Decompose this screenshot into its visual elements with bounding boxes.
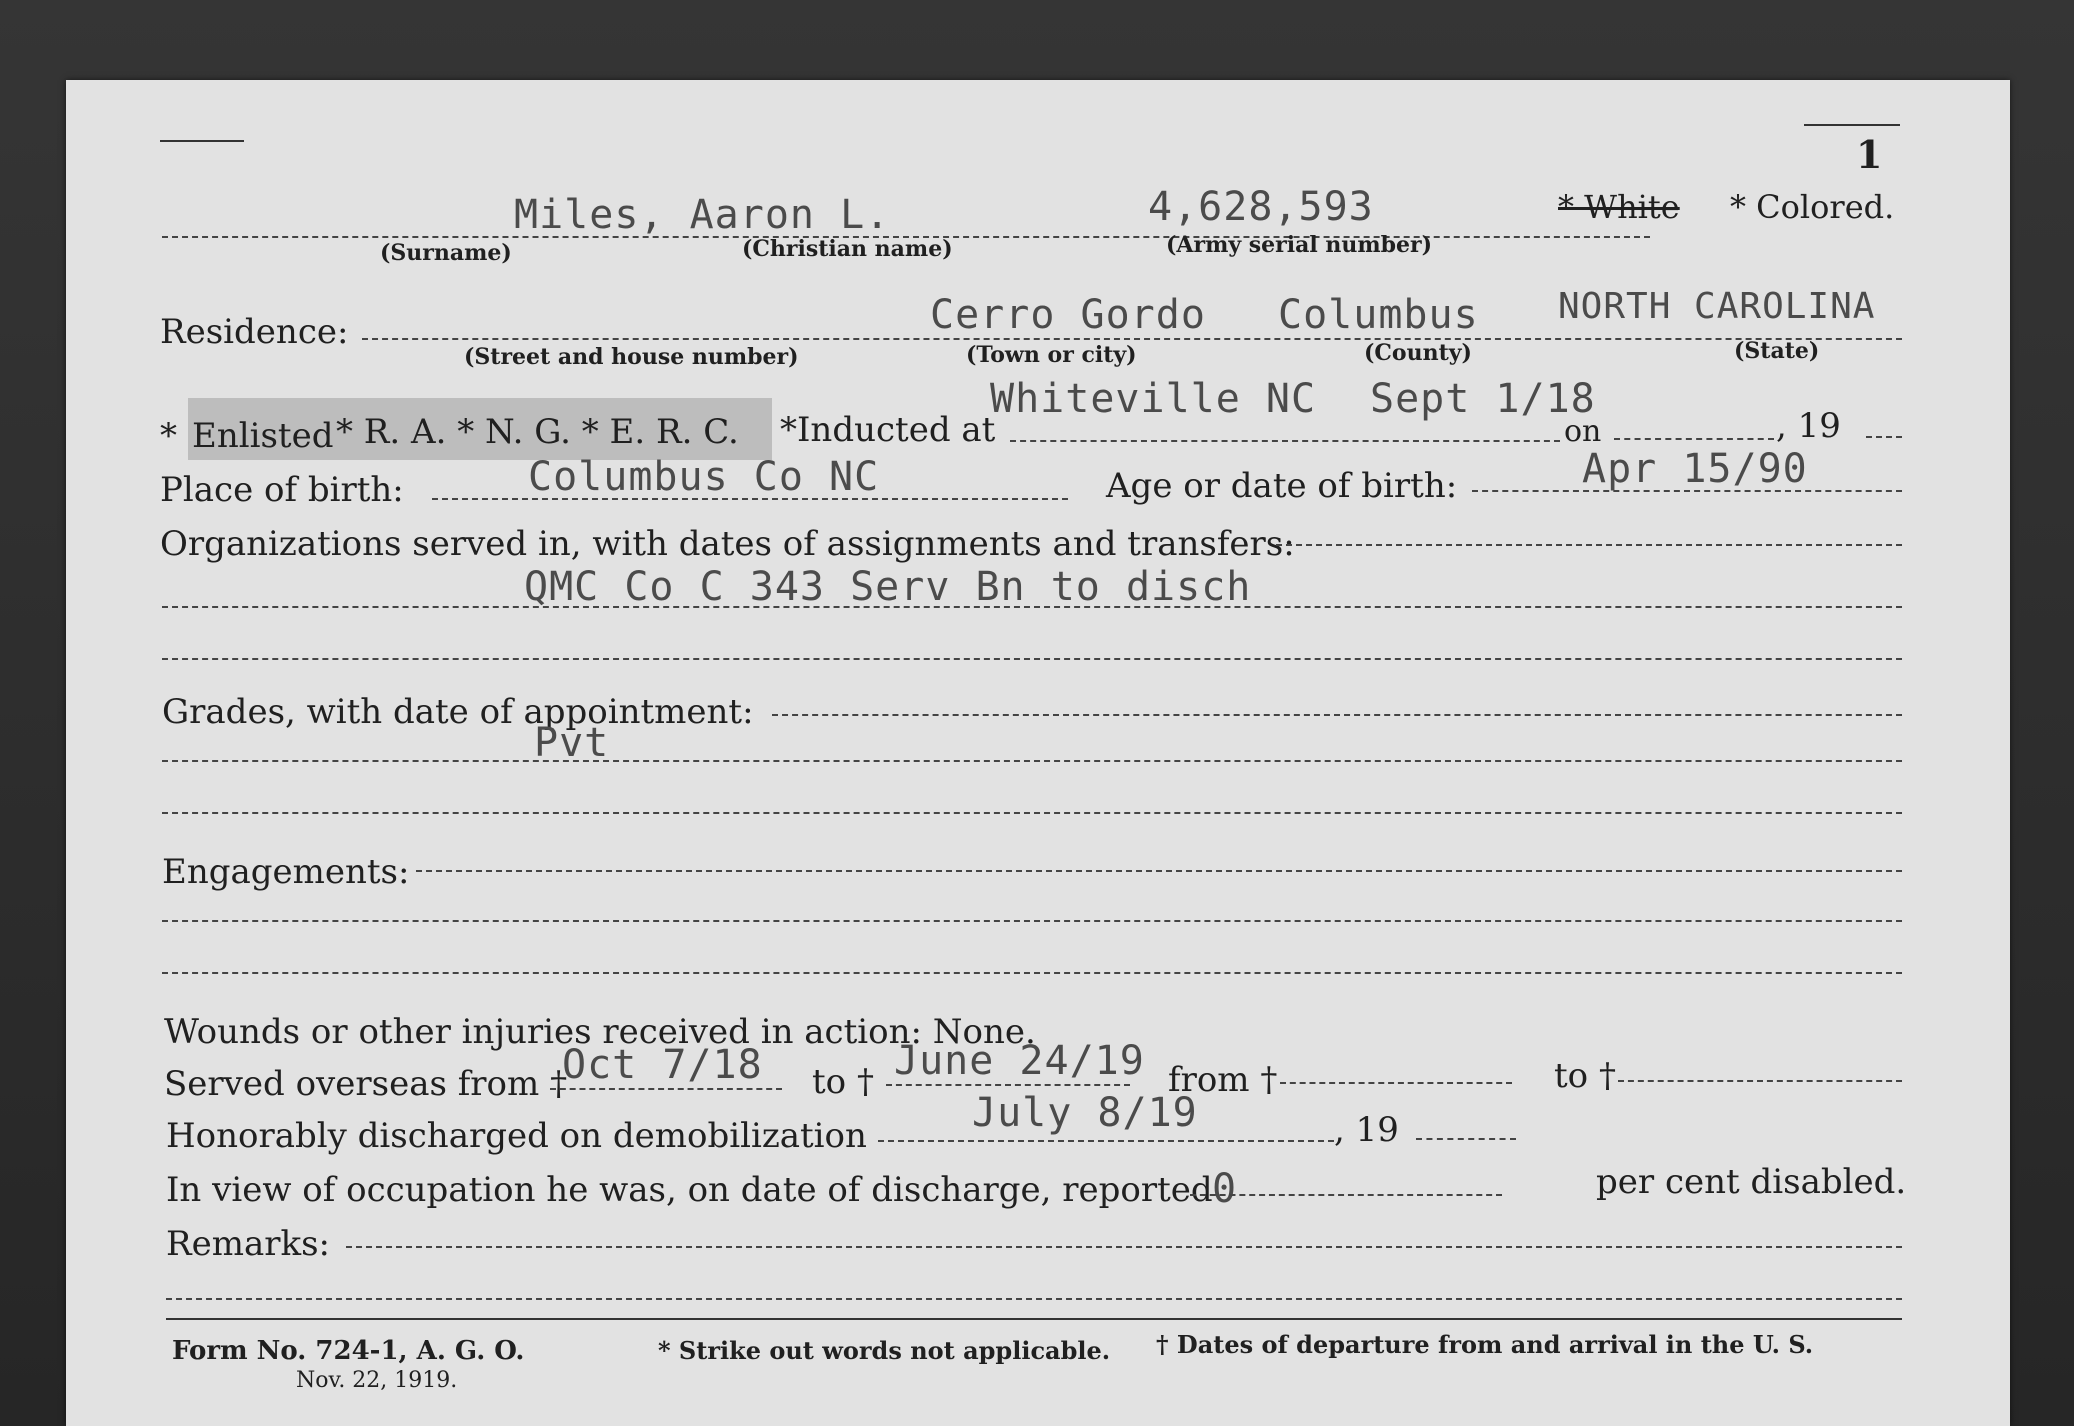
organizations-line-1 [162,606,1902,608]
remarks-line-1 [166,1298,1902,1300]
overseas-to-value: June 24/19 [894,1038,1145,1084]
overseas-to-line [886,1084,1130,1086]
inducted-date: Sept 1/18 [1370,376,1596,422]
disability-suffix: per cent disabled. [1596,1162,1907,1202]
discharge-label: Honorably discharged on demobilization [166,1116,867,1156]
engagements-label: Engagements: [162,852,410,892]
place-of-birth-label: Place of birth: [160,470,404,510]
race-white: * White [1558,188,1680,226]
residence-state: NORTH CAROLINA [1558,286,1876,327]
engagements-line-0 [416,870,1902,872]
overseas-to2-label: to † [1554,1056,1616,1096]
wounds-label: Wounds or other injuries received in action: None. [164,1012,1036,1052]
dates-note: † Dates of departure from and arrival in the U. S. [1156,1330,1814,1359]
card-number: 1 [1856,132,1883,177]
discharge-year-line [1416,1138,1516,1140]
disability-value: 0 [1212,1166,1238,1212]
disability-line [1190,1194,1502,1196]
discharge-line [878,1140,1334,1142]
label-state: (State) [1734,338,1820,364]
discharge-year-label: , 19 [1334,1110,1399,1150]
overseas-from2-line [1280,1082,1512,1084]
inducted-place: Whiteville NC [990,376,1317,422]
top-left-rule [160,140,244,142]
label-street: (Street and house number) [464,344,799,370]
overseas-to-label: to † [812,1062,874,1102]
top-right-rule [1804,124,1900,126]
engagements-line-2 [162,972,1902,974]
grades-label: Grades, with date of appointment: [162,692,754,732]
enlisted-option: Enlisted [192,416,334,456]
label-surname: (Surname) [380,240,512,266]
residence-line [362,338,1902,340]
label-serial: (Army serial number) [1166,232,1433,258]
remarks-label: Remarks: [166,1224,330,1264]
footer-rule [166,1318,1902,1320]
enlistment-options: * R. A. * N. G. * E. R. C. [336,412,739,452]
race-colored: * Colored. [1730,188,1895,226]
overseas-from-value: Oct 7/18 [562,1042,763,1088]
enlisted-star: * [160,416,177,456]
form-number: Form No. 724-1, A. G. O. [172,1336,525,1366]
overseas-to2-line [1618,1080,1902,1082]
label-town: (Town or city) [966,342,1137,368]
inducted-on-line [1614,438,1774,440]
age-label: Age or date of birth: [1106,466,1458,506]
place-of-birth-line [432,498,1068,500]
inducted-label: *Inducted at [780,410,996,450]
label-christian: (Christian name) [742,236,953,262]
organizations-label: Organizations served in, with dates of assignments and transfers: [160,524,1295,564]
label-county: (County) [1364,340,1472,366]
organizations-value: QMC Co C 343 Serv Bn to disch [524,564,1252,610]
form-date: Nov. 22, 1919. [296,1368,458,1393]
serial-value: 4,628,593 [1148,184,1374,230]
inducted-on-label: on [1564,414,1602,449]
inducted-year-label: , 19 [1776,406,1841,446]
discharge-value: July 8/19 [972,1090,1198,1136]
strike-note: * Strike out words not applicable. [658,1336,1111,1365]
remarks-line-0 [346,1246,1902,1248]
inducted-year-line [1866,436,1902,438]
age-value: Apr 15/90 [1582,446,1808,492]
service-record-card [66,80,2010,1426]
overseas-label: Served overseas from † [164,1064,568,1104]
residence-county: Columbus [1278,292,1479,338]
overseas-from-line [550,1088,782,1090]
residence-town: Cerro Gordo [930,292,1206,338]
surname-value: Miles, Aaron L. [514,192,891,238]
grades-line-1 [162,760,1902,762]
organizations-line-2 [162,658,1902,660]
place-of-birth-value: Columbus Co NC [528,454,880,500]
residence-label: Residence: [160,312,349,352]
age-line [1472,490,1902,492]
grades-line-2 [162,812,1902,814]
grades-line-0 [772,714,1902,716]
engagements-line-1 [162,920,1902,922]
inducted-line [1010,440,1560,442]
organizations-line-0 [1276,544,1902,546]
grades-value: Pvt [534,720,610,766]
disability-label: In view of occupation he was, on date of discharge, reported [166,1170,1213,1210]
overseas-from2-label: from † [1168,1060,1278,1100]
